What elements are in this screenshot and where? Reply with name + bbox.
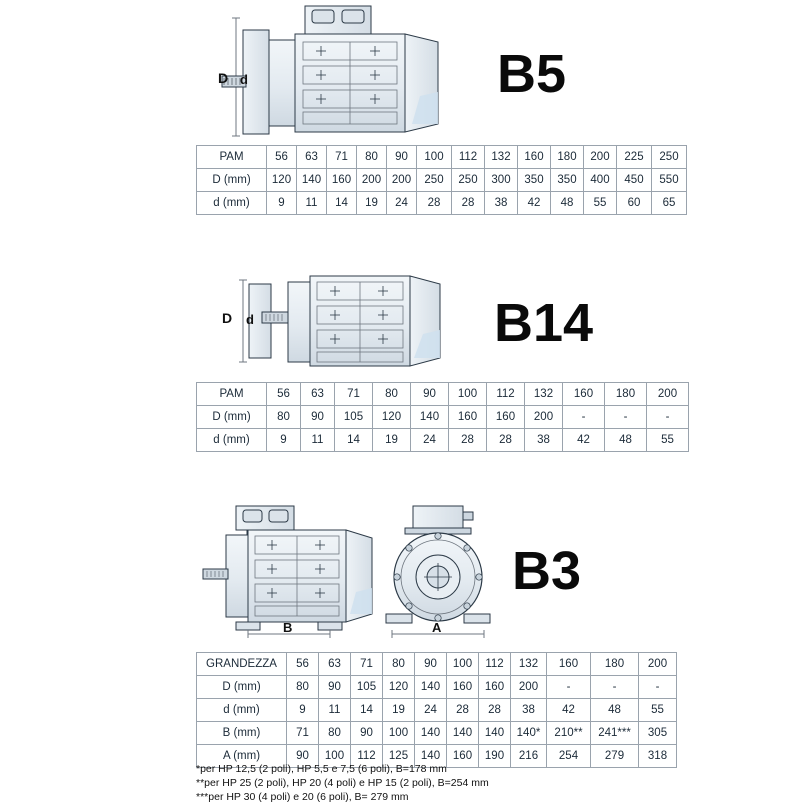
cell: 254 bbox=[547, 745, 591, 768]
cell: 80 bbox=[373, 383, 411, 406]
table-row bbox=[197, 676, 677, 699]
row-header: PAM bbox=[197, 383, 267, 406]
b5-dim-d-label: d bbox=[240, 72, 248, 87]
cell: - bbox=[563, 406, 605, 429]
cell: 42 bbox=[563, 429, 605, 452]
cell: 160 bbox=[447, 676, 479, 699]
cell: 60 bbox=[617, 192, 652, 215]
cell: 56 bbox=[267, 146, 297, 169]
cell: 9 bbox=[267, 429, 301, 452]
cell: 140 bbox=[297, 169, 327, 192]
cell: 200 bbox=[357, 169, 387, 192]
cell: 28 bbox=[487, 429, 525, 452]
cell: 71 bbox=[327, 146, 357, 169]
cell: 24 bbox=[415, 699, 447, 722]
cell: - bbox=[547, 676, 591, 699]
cell: 140 bbox=[415, 745, 447, 768]
cell: 90 bbox=[319, 676, 351, 699]
cell: 24 bbox=[387, 192, 417, 215]
cell: 19 bbox=[383, 699, 415, 722]
row-header: d (mm) bbox=[197, 192, 267, 215]
cell: 100 bbox=[449, 383, 487, 406]
cell: 71 bbox=[351, 653, 383, 676]
row-header: d (mm) bbox=[197, 699, 287, 722]
cell: 65 bbox=[652, 192, 687, 215]
cell: 125 bbox=[383, 745, 415, 768]
table-row bbox=[197, 383, 689, 406]
cell: 210** bbox=[547, 722, 591, 745]
row-header: PAM bbox=[197, 146, 267, 169]
cell: 200 bbox=[525, 406, 563, 429]
cell: 190 bbox=[479, 745, 511, 768]
b3-notes bbox=[196, 762, 489, 805]
cell: 180 bbox=[605, 383, 647, 406]
cell: 225 bbox=[617, 146, 652, 169]
cell: 38 bbox=[485, 192, 518, 215]
table-row bbox=[197, 429, 689, 452]
cell: 350 bbox=[518, 169, 551, 192]
cell: 180 bbox=[591, 653, 639, 676]
cell: 160 bbox=[563, 383, 605, 406]
cell: 63 bbox=[319, 653, 351, 676]
b3-table-wrapper bbox=[196, 652, 677, 768]
cell: 105 bbox=[335, 406, 373, 429]
cell: 48 bbox=[551, 192, 584, 215]
row-header: D (mm) bbox=[197, 406, 267, 429]
cell: 300 bbox=[485, 169, 518, 192]
b3-table bbox=[196, 652, 677, 768]
cell: 38 bbox=[525, 429, 563, 452]
cell: 140 bbox=[411, 406, 449, 429]
cell: 132 bbox=[511, 653, 547, 676]
cell: 250 bbox=[417, 169, 452, 192]
cell: 250 bbox=[652, 146, 687, 169]
section-b5 bbox=[0, 0, 800, 209]
cell: 200 bbox=[647, 383, 689, 406]
cell: 11 bbox=[319, 699, 351, 722]
cell: 160 bbox=[487, 406, 525, 429]
b3-dim-B-label: B bbox=[283, 620, 293, 635]
cell: 9 bbox=[287, 699, 319, 722]
cell: 200 bbox=[511, 676, 547, 699]
table-row bbox=[197, 699, 677, 722]
cell: 318 bbox=[639, 745, 677, 768]
b14-table-wrapper bbox=[196, 382, 689, 452]
cell: - bbox=[647, 406, 689, 429]
cell: 63 bbox=[297, 146, 327, 169]
cell: 28 bbox=[452, 192, 485, 215]
b5-title: B5 bbox=[497, 44, 567, 104]
table-row bbox=[197, 146, 687, 169]
cell: 14 bbox=[335, 429, 373, 452]
cell: 140 bbox=[415, 722, 447, 745]
cell: 450 bbox=[617, 169, 652, 192]
b5-table bbox=[196, 145, 687, 215]
cell: 19 bbox=[373, 429, 411, 452]
section-b14 bbox=[0, 262, 800, 446]
cell: 42 bbox=[518, 192, 551, 215]
table-row bbox=[197, 406, 689, 429]
b3-drawing bbox=[0, 492, 800, 647]
cell: 90 bbox=[387, 146, 417, 169]
cell: 90 bbox=[301, 406, 335, 429]
b5-motor-illustration bbox=[0, 0, 800, 145]
cell: 112 bbox=[479, 653, 511, 676]
cell: 14 bbox=[327, 192, 357, 215]
cell: 80 bbox=[287, 676, 319, 699]
cell: 48 bbox=[591, 699, 639, 722]
b14-table bbox=[196, 382, 689, 452]
cell: 305 bbox=[639, 722, 677, 745]
cell: 55 bbox=[647, 429, 689, 452]
table-row bbox=[197, 653, 677, 676]
note-line: ***per HP 30 (4 poli) e 20 (6 poli), B= 279 mm bbox=[196, 791, 409, 804]
b5-dim-D-label: D bbox=[218, 70, 229, 86]
cell: 200 bbox=[639, 653, 677, 676]
b14-motor-illustration bbox=[0, 262, 800, 377]
cell: 350 bbox=[551, 169, 584, 192]
cell: 100 bbox=[417, 146, 452, 169]
cell: 160 bbox=[547, 653, 591, 676]
cell: 19 bbox=[357, 192, 387, 215]
cell: 28 bbox=[417, 192, 452, 215]
cell: 48 bbox=[605, 429, 647, 452]
cell: - bbox=[605, 406, 647, 429]
cell: 42 bbox=[547, 699, 591, 722]
cell: 140 bbox=[415, 676, 447, 699]
b5-table-wrapper bbox=[196, 145, 687, 215]
cell: 279 bbox=[591, 745, 639, 768]
b14-dim-d-label: d bbox=[246, 312, 254, 327]
cell: 56 bbox=[287, 653, 319, 676]
cell: 105 bbox=[351, 676, 383, 699]
note-line: **per HP 25 (2 poli), HP 20 (4 poli) e HP 15 (2 poli), B=254 mm bbox=[196, 777, 489, 790]
cell: - bbox=[591, 676, 639, 699]
cell: 80 bbox=[357, 146, 387, 169]
cell: 200 bbox=[387, 169, 417, 192]
cell: 100 bbox=[383, 722, 415, 745]
cell: 80 bbox=[383, 653, 415, 676]
row-header: D (mm) bbox=[197, 676, 287, 699]
row-header: GRANDEZZA bbox=[197, 653, 287, 676]
cell: 200 bbox=[584, 146, 617, 169]
cell: 28 bbox=[449, 429, 487, 452]
cell: 120 bbox=[383, 676, 415, 699]
cell: 11 bbox=[301, 429, 335, 452]
cell: 160 bbox=[447, 745, 479, 768]
cell: 140 bbox=[479, 722, 511, 745]
cell: 180 bbox=[551, 146, 584, 169]
b5-drawing bbox=[0, 0, 800, 145]
cell: 90 bbox=[351, 722, 383, 745]
cell: 250 bbox=[452, 169, 485, 192]
cell: 241*** bbox=[591, 722, 639, 745]
cell: 28 bbox=[447, 699, 479, 722]
row-header: A (mm) bbox=[197, 745, 287, 768]
cell: 160 bbox=[479, 676, 511, 699]
b14-drawing bbox=[0, 262, 800, 377]
cell: 120 bbox=[373, 406, 411, 429]
cell: 550 bbox=[652, 169, 687, 192]
cell: 90 bbox=[415, 653, 447, 676]
cell: 216 bbox=[511, 745, 547, 768]
cell: 100 bbox=[319, 745, 351, 768]
row-header: D (mm) bbox=[197, 169, 267, 192]
section-b3 bbox=[0, 492, 800, 804]
cell: 90 bbox=[287, 745, 319, 768]
row-header: d (mm) bbox=[197, 429, 267, 452]
table-row bbox=[197, 192, 687, 215]
cell: 160 bbox=[327, 169, 357, 192]
cell: 132 bbox=[525, 383, 563, 406]
cell: 71 bbox=[335, 383, 373, 406]
cell: 71 bbox=[287, 722, 319, 745]
b3-dim-A-label: A bbox=[432, 620, 442, 635]
table-row bbox=[197, 722, 677, 745]
note-line: *per HP 12,5 (2 poli), HP 5,5 e 7,5 (6 poli), B=178 mm bbox=[196, 763, 447, 775]
cell: 80 bbox=[267, 406, 301, 429]
cell: 160 bbox=[518, 146, 551, 169]
cell: 112 bbox=[487, 383, 525, 406]
cell: 90 bbox=[411, 383, 449, 406]
cell: 140* bbox=[511, 722, 547, 745]
cell: 112 bbox=[452, 146, 485, 169]
cell: 56 bbox=[267, 383, 301, 406]
cell: 9 bbox=[267, 192, 297, 215]
cell: 400 bbox=[584, 169, 617, 192]
cell: 80 bbox=[319, 722, 351, 745]
cell: 11 bbox=[297, 192, 327, 215]
b3-motor-illustration bbox=[0, 492, 800, 647]
row-header: B (mm) bbox=[197, 722, 287, 745]
cell: 38 bbox=[511, 699, 547, 722]
b14-title: B14 bbox=[494, 293, 594, 353]
cell: 112 bbox=[351, 745, 383, 768]
cell: - bbox=[639, 676, 677, 699]
cell: 132 bbox=[485, 146, 518, 169]
table-row bbox=[197, 169, 687, 192]
cell: 100 bbox=[447, 653, 479, 676]
cell: 63 bbox=[301, 383, 335, 406]
b14-dim-D-label: D bbox=[222, 310, 233, 326]
cell: 160 bbox=[449, 406, 487, 429]
cell: 140 bbox=[447, 722, 479, 745]
b3-title: B3 bbox=[512, 541, 582, 601]
cell: 55 bbox=[584, 192, 617, 215]
cell: 120 bbox=[267, 169, 297, 192]
cell: 24 bbox=[411, 429, 449, 452]
cell: 55 bbox=[639, 699, 677, 722]
cell: 14 bbox=[351, 699, 383, 722]
cell: 28 bbox=[479, 699, 511, 722]
